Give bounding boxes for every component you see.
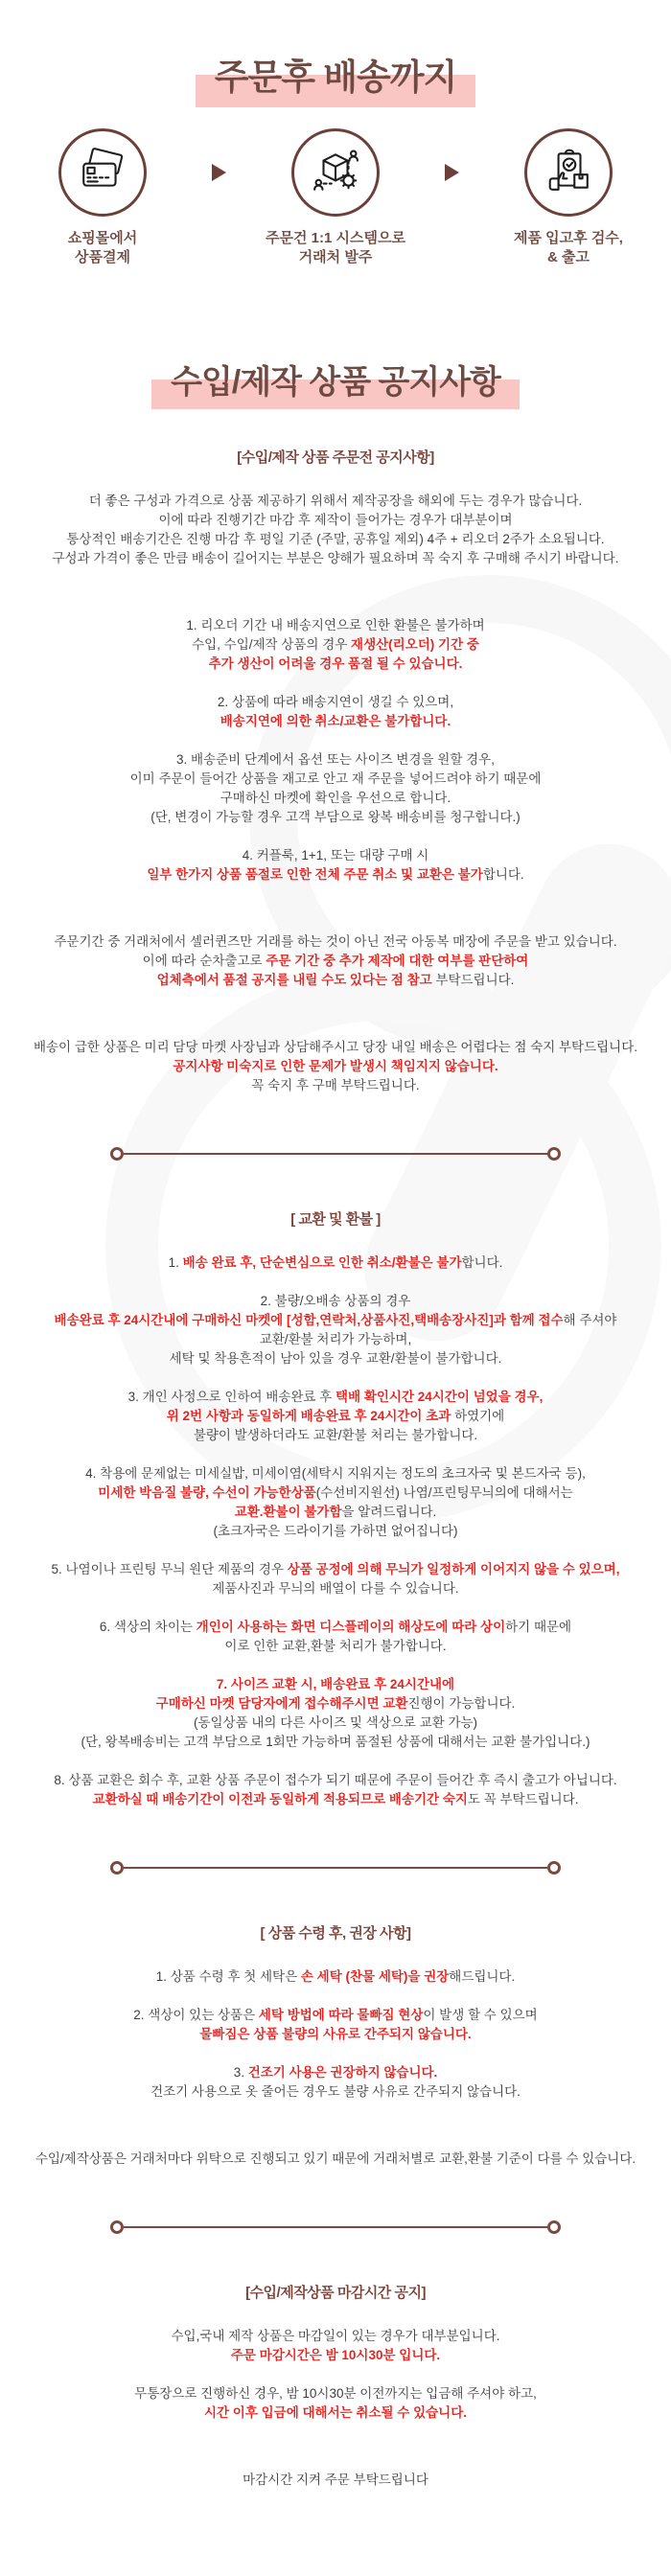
emphasis-text: 물빠짐은 상품 불량의 사유로 간주되지 않습니다.	[199, 2027, 472, 2041]
notice-line	[19, 770, 652, 789]
notice-block	[19, 2006, 652, 2044]
emphasis-text: 미세한 박음질 불량, 수선이 가능한상품	[98, 1485, 316, 1500]
notice-line	[19, 1426, 652, 1445]
emphasis-text: 일부 한가지 상품 품절로 인한 전체 주문 취소 및 교환은 불가	[147, 867, 483, 882]
section-header: [수입/제작상품 마감시간 공지]	[245, 2285, 426, 2301]
body-text: 3. 개인 사정으로 인하여 배송완료 후	[127, 1390, 336, 1404]
process-step-order-system	[251, 128, 420, 267]
body-text: 진행이 가능합니다.	[407, 1696, 516, 1711]
notice-line	[19, 2063, 652, 2082]
emphasis-text: 시간 이후 입금에 대해서는 취소될 수 있습니다.	[203, 2405, 468, 2420]
credit-card-icon	[79, 147, 127, 199]
body-text: (동일상품 내의 다른 사이즈 및 색상으로 교환 가능)	[193, 1715, 478, 1730]
notice-line	[19, 1057, 652, 1076]
body-text: 교환/환불 처리가 가능하며,	[259, 1332, 412, 1346]
divider-ring-icon	[547, 1147, 561, 1161]
notice-line	[19, 1522, 652, 1541]
notice-line	[19, 1349, 652, 1368]
body-text: (초크자국은 드라이기를 가하면 없어집니다)	[213, 1524, 458, 1538]
body-text: 배송이 급한 상품은 미리 담당 마켓 사장님과 상담해주시고 당장 내일 배송은 어렵다는 점 숙지 부탁드립니다.	[33, 1040, 638, 1054]
body-text: 주문기간 중 거래처에서 셀러퀸즈만 거래를 하는 것이 아닌 전국 아동복 매장에 주문을 받고 있습니다.	[54, 934, 617, 949]
notice-block	[19, 2384, 652, 2423]
notice-line	[19, 1790, 652, 1809]
body-text: 4. 커플룩, 1+1, 또는 대량 구매 시	[242, 848, 429, 862]
notice-line	[19, 1388, 652, 1407]
body-text: 2. 상품에 따라 배송지연이 생길 수 있으며,	[217, 695, 454, 709]
step-label	[251, 229, 420, 267]
notice-line	[19, 846, 652, 865]
emphasis-text: 교환.환불이 불가함	[234, 1505, 342, 1519]
body-text: 건조기 사용으로 옷 줄어든 경우도 불량 사유로 간주되지 않습니다.	[150, 2084, 521, 2099]
emphasis-text: 주문 기간 중 추가 제작에 대한 여부를 판단하여	[266, 954, 529, 968]
divider-rule	[124, 2226, 547, 2228]
emphasis-text: 구매하신 마켓 담당자에게 접수해주시면 교환	[155, 1696, 408, 1711]
notice-line	[19, 492, 652, 511]
step-label-line: 거래처 발주	[298, 249, 373, 265]
notice-line	[19, 1694, 652, 1714]
product-notice-section	[0, 356, 671, 2490]
body-text: 무통장으로 진행하신 경우, 밤 10시30분 이전까지는 입금해 주셔야 하고,	[134, 2386, 537, 2401]
notice-line	[19, 971, 652, 990]
step-circle	[524, 128, 613, 217]
emphasis-text: 재생산(리오더) 기간 중	[351, 637, 479, 652]
body-text: 8. 상품 교환은 회수 후, 교환 상품 주문이 접수가 되기 때문에 주문이 들어간 후 즉시 출고가 아닙니다.	[54, 1773, 617, 1787]
notice-block	[19, 846, 652, 885]
divider-ring-icon	[547, 2220, 561, 2234]
body-text: 을 알려드립니다.	[341, 1505, 437, 1519]
notice-line	[19, 655, 652, 674]
process-step-inspection	[484, 128, 653, 267]
notice-line	[19, 1560, 652, 1579]
body-text: 구성과 가격이 좋은 만큼 배송이 길어지는 부분은 양해가 필요하며 꼭 숙지 후 구매해 주시기 바랍니다.	[52, 551, 619, 565]
notice-line	[19, 693, 652, 712]
emphasis-text: 배송완료 후 24시간내에 구매하신 마켓에 [성함,연락처,상품사진,택배송장사진]과 함께 접수	[54, 1313, 564, 1327]
process-step-payment	[18, 128, 187, 267]
notice-line	[19, 1637, 652, 1656]
notice-line	[19, 2025, 652, 2044]
step-label-line: 상품결제	[75, 249, 130, 265]
step-circle	[291, 128, 380, 217]
notice-line	[19, 1330, 652, 1349]
body-text: 수입/제작상품은 거래처마다 위탁으로 진행되고 있기 때문에 거래처별로 교환,환불 기준이 다를 수 있습니다.	[35, 2151, 636, 2166]
notice-line	[19, 808, 652, 827]
divider-rule	[124, 1867, 547, 1869]
notice-block	[19, 1675, 652, 1752]
notice-block	[19, 2471, 652, 2490]
notice-block	[19, 2063, 652, 2102]
emphasis-text: 건조기 사용은 권장하지 않습니다.	[247, 2065, 438, 2080]
divider-rule	[124, 1153, 547, 1155]
notice-block	[19, 1618, 652, 1656]
notice-line	[19, 865, 652, 885]
emphasis-text: 교환하실 때 배송기간이 이전과 동일하게 적용되므로 배송기간 숙지	[92, 1792, 468, 1806]
body-text: 4. 착용에 문제없는 미세실밥, 미세이염(세탁시 지워지는 정도의 초크자국 및 본드자국 등),	[85, 1466, 586, 1481]
notice-line	[19, 616, 652, 635]
notice-line	[19, 2384, 652, 2404]
emphasis-text: 배송지연에 의한 취소/교환은 불가합니다.	[220, 714, 451, 728]
body-text: 하기 때문에	[505, 1620, 572, 1634]
body-text: 불량이 발생하더라도 교환/환불 처리는 불가합니다.	[193, 1428, 478, 1442]
inspection-shipping-icon	[544, 147, 592, 199]
notice-block	[19, 1771, 652, 1809]
body-text: 3.	[233, 2065, 248, 2080]
order-system-icon	[312, 147, 359, 199]
body-text: 2. 불량/오배송 상품의 경우	[260, 1294, 411, 1308]
body-text: (단, 변경이 가능할 경우 고객 부담으로 왕복 배송비를 청구합니다.)	[150, 810, 521, 824]
notice-line	[19, 2346, 652, 2365]
emphasis-text: 업체측에서 품절 공지를 내릴 수도 있다는 점 참고	[156, 973, 432, 987]
notice-block	[19, 750, 652, 827]
section-divider	[110, 2220, 561, 2234]
section-header: [ 상품 수령 후, 권장 사항]	[260, 1925, 411, 1942]
body-text: 5. 나염이나 프린팅 무늬 원단 제품의 경우	[51, 1562, 288, 1576]
divider-ring-icon	[110, 1861, 124, 1874]
body-text: 도 꼭 부탁드립니다.	[467, 1792, 579, 1806]
step-circle	[58, 128, 147, 217]
section-header: [수입/제작 상품 주문전 공지사항]	[237, 449, 434, 466]
notice-line	[19, 2327, 652, 2346]
notice-title: 수입/제작 상품 공지사항	[163, 356, 508, 402]
step-label-line: 주문건 1:1 시스템으로	[266, 230, 405, 246]
body-text: 6. 색상의 차이는	[99, 1620, 197, 1634]
notice-line	[19, 511, 652, 530]
notice-line	[19, 1771, 652, 1790]
body-text: 수입, 수입/제작 상품의 경우	[192, 637, 352, 652]
notice-line	[19, 1733, 652, 1752]
notice-line	[19, 1254, 652, 1273]
body-text: 1. 상품 수령 후 첫 세탁은	[155, 1969, 301, 1984]
notice-line	[19, 2404, 652, 2423]
order-process-section	[0, 48, 671, 267]
body-text: 이로 인한 교환,환불 처리가 불가합니다.	[224, 1639, 447, 1653]
notice-line	[19, 750, 652, 770]
body-text: 꼭 숙지 후 구매 부탁드립니다.	[251, 1078, 420, 1092]
divider-ring-icon	[110, 1147, 124, 1161]
notice-line	[19, 1292, 652, 1311]
body-text: 이에 따라 순차출고로	[142, 954, 266, 968]
body-text: 하였기에	[451, 1409, 505, 1423]
body-text: 이미 주문이 들어간 상품을 재고로 안고 재 주문을 넣어드려야 하기 때문에	[129, 771, 542, 786]
notice-line	[19, 1967, 652, 1987]
notice-line	[19, 952, 652, 971]
body-text: 합니다.	[482, 867, 524, 882]
emphasis-text: 7. 사이즈 교환 시, 배송완료 후 24시간내에	[216, 1677, 455, 1691]
notice-line	[19, 2006, 652, 2025]
notice-block	[19, 2327, 652, 2365]
notice-line	[19, 789, 652, 808]
notice-line	[19, 549, 652, 568]
notice-block	[19, 616, 652, 674]
notice-block	[19, 492, 652, 568]
body-text: 이 발생 할 수 있으며	[423, 2008, 538, 2022]
notice-line	[19, 1714, 652, 1733]
notice-line	[19, 1675, 652, 1694]
emphasis-text: 손 세탁 (찬물 세탁)을 권장	[300, 1969, 450, 1984]
notice-block	[19, 1967, 652, 1987]
emphasis-text: 주문 마감시간은 밤 10시30분 입니다.	[230, 2348, 441, 2362]
emphasis-text: 위 2번 사항과 동일하게 배송완료 후 24시간이 초과	[166, 1409, 451, 1423]
body-text: 마감시간 지켜 주문 부탁드립니다	[243, 2472, 428, 2487]
divider-ring-icon	[547, 1861, 561, 1874]
body-text: 합니다.	[461, 1255, 503, 1270]
body-text: 1.	[168, 1255, 183, 1270]
notice-line	[19, 1076, 652, 1095]
notice-block	[19, 1388, 652, 1445]
step-label-line: 제품 입고후 검수,	[514, 230, 623, 246]
notice-line	[19, 1311, 652, 1330]
body-text: (수선비지원선) 나염/프린팅무늬의에 대해서는	[315, 1485, 573, 1500]
emphasis-text: 공지사항 미숙지로 인한 문제가 발생시 책임지지 않습니다.	[173, 1059, 498, 1073]
notice-line	[19, 2150, 652, 2169]
emphasis-text: 세탁 방법에 따라 물빠짐 현상	[258, 2008, 424, 2022]
arrow-right-icon	[445, 164, 459, 181]
notice-line	[19, 2082, 652, 2102]
emphasis-text: 추가 생산이 어려울 경우 품절 될 수 있습니다.	[208, 656, 463, 671]
body-text: 세탁 및 착용흔적이 남아 있을 경우 교환/환불이 불가합니다.	[169, 1351, 502, 1366]
emphasis-text: 개인이 사용하는 화면 디스플레이의 해상도에 따라 상이	[196, 1620, 506, 1634]
notice-sections	[0, 447, 671, 2490]
body-text: 2. 색상이 있는 상품은	[133, 2008, 259, 2022]
step-label-line: & 출고	[547, 249, 590, 265]
body-text: 수입,국내 제작 상품은 마감일이 있는 경우가 대부분입니다.	[171, 2329, 500, 2343]
notice-line	[19, 1484, 652, 1503]
section-divider	[110, 1861, 561, 1874]
body-text: 1. 리오더 기간 내 배송지연으로 인한 환불은 불가하며	[186, 618, 485, 632]
process-title: 주문후 배송까지	[207, 48, 464, 100]
body-text: 통상적인 배송기간은 진행 마감 후 평일 기준 (주말, 공휴일 제외) 4주 + 리오더 2주가 소요됩니다.	[66, 532, 605, 546]
arrow-right-icon	[212, 164, 226, 181]
emphasis-text: 상품 공정에 의해 무늬가 일정하게 이어지지 않을 수 있으며,	[287, 1562, 620, 1576]
notice-block	[19, 693, 652, 731]
notice-line	[19, 1038, 652, 1057]
notice-line	[19, 2471, 652, 2490]
notice-line	[19, 932, 652, 952]
notice-block	[19, 2150, 652, 2169]
divider-ring-icon	[110, 2220, 124, 2234]
notice-line	[19, 530, 652, 549]
section-header: [ 교환 및 환불 ]	[290, 1211, 381, 1228]
body-text: (단, 왕복배송비는 고객 부담으로 1회만 가능하며 품절된 상품에 대해서는 교환 불가입니다.)	[81, 1735, 590, 1749]
emphasis-text: 배송 완료 후, 단순변심으로 인한 취소/환불은 불가	[182, 1255, 462, 1270]
notice-line	[19, 712, 652, 731]
step-label	[484, 229, 653, 267]
notice-block	[19, 1292, 652, 1368]
body-text: 3. 배송준비 단계에서 옵션 또는 사이즈 변경을 원할 경우,	[176, 752, 495, 767]
section-divider	[110, 1147, 561, 1161]
body-text: 제품사진과 무늬의 배열이 다를 수 있습니다.	[212, 1581, 459, 1596]
body-text: 해드립니다.	[449, 1969, 516, 1984]
notice-line	[19, 1464, 652, 1484]
notice-line	[19, 1618, 652, 1637]
notice-block	[19, 1254, 652, 1273]
notice-block	[19, 932, 652, 990]
step-label-line: 쇼핑몰에서	[67, 230, 138, 246]
body-text: 구매하신 마켓에 확인을 우선으로 합니다.	[220, 791, 451, 805]
body-text: 더 좋은 구성과 가격으로 상품 제공하기 위해서 제작공장을 해외에 두는 경우가 많습니다.	[88, 494, 583, 508]
notice-block	[19, 1464, 652, 1541]
body-text: 부탁드립니다.	[431, 973, 515, 987]
notice-line	[19, 635, 652, 655]
notice-line	[19, 1503, 652, 1522]
body-text: 이에 따라 진행기간 마감 후 제작이 들어가는 경우가 대부분이며	[158, 513, 513, 527]
notice-block	[19, 1560, 652, 1598]
body-text: 해 주셔야	[563, 1313, 617, 1327]
step-label	[18, 229, 187, 267]
process-steps	[0, 128, 671, 267]
emphasis-text: 택배 확인시간 24시간이 넘었을 경우,	[336, 1390, 544, 1404]
notice-block	[19, 1038, 652, 1095]
notice-line	[19, 1407, 652, 1426]
notice-line	[19, 1579, 652, 1598]
